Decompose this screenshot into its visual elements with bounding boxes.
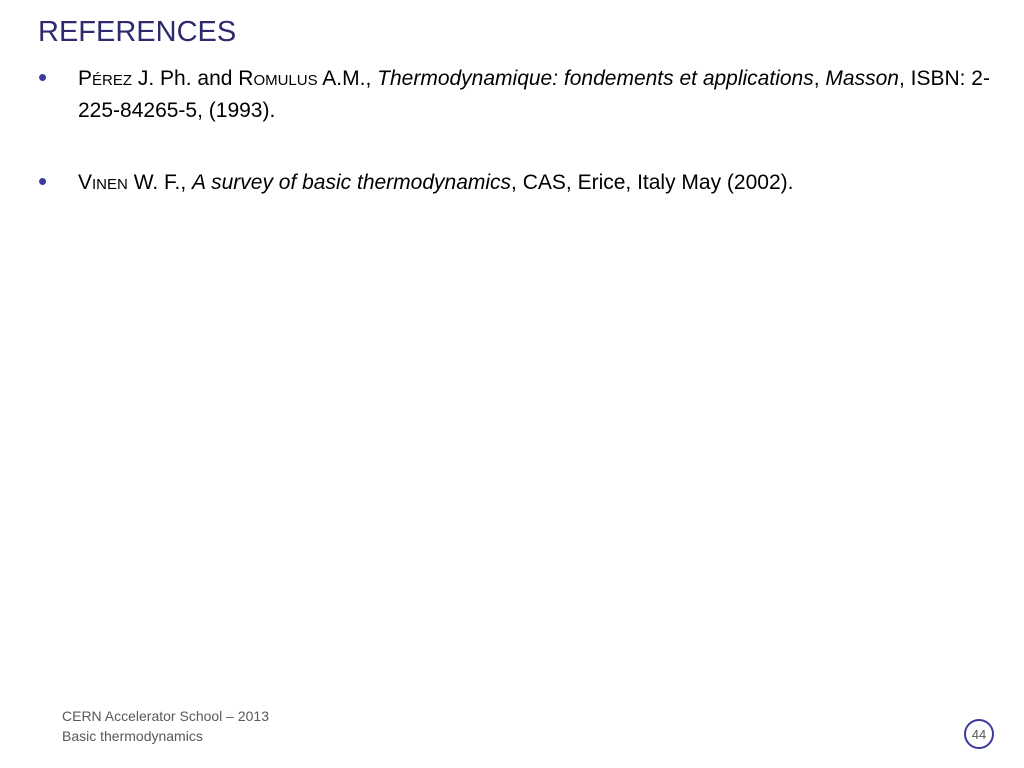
footer-topic: Basic thermodynamics bbox=[62, 728, 203, 744]
bullet-icon: • bbox=[38, 62, 48, 92]
bullet-icon: • bbox=[38, 166, 48, 196]
author-surname: ÉREZ bbox=[92, 72, 133, 89]
author-initial: P bbox=[78, 67, 93, 90]
footer-event: CERN Accelerator School – 2013 bbox=[62, 708, 269, 724]
reference-title: Thermodynamique: fondements et applications bbox=[377, 67, 814, 90]
page-number-badge: 44 bbox=[964, 719, 994, 749]
author-given-names: W. F., bbox=[127, 171, 193, 194]
author-initial: R bbox=[238, 67, 254, 90]
reference-details: , CAS, Erice, Italy May (2002). bbox=[511, 171, 794, 194]
author-surname: OMULUS bbox=[253, 72, 318, 89]
reference-list bbox=[38, 64, 998, 200]
author-given-names: J. Ph. and bbox=[132, 67, 239, 90]
reference-title: A survey of basic thermodynamics bbox=[192, 171, 512, 194]
author-initial: V bbox=[78, 171, 93, 194]
reference-item-vinen bbox=[38, 168, 998, 200]
footer bbox=[62, 706, 269, 746]
author-given-names: A.M., bbox=[317, 67, 378, 90]
reference-separator: , bbox=[813, 67, 826, 90]
author-surname: INEN bbox=[92, 176, 128, 193]
slide-title: REFERENCES bbox=[38, 16, 237, 48]
reference-item-perez bbox=[38, 64, 998, 126]
reference-details: , ISBN: 2-225-84265-5, (1993). bbox=[78, 67, 990, 122]
reference-publisher: Masson bbox=[825, 67, 899, 90]
